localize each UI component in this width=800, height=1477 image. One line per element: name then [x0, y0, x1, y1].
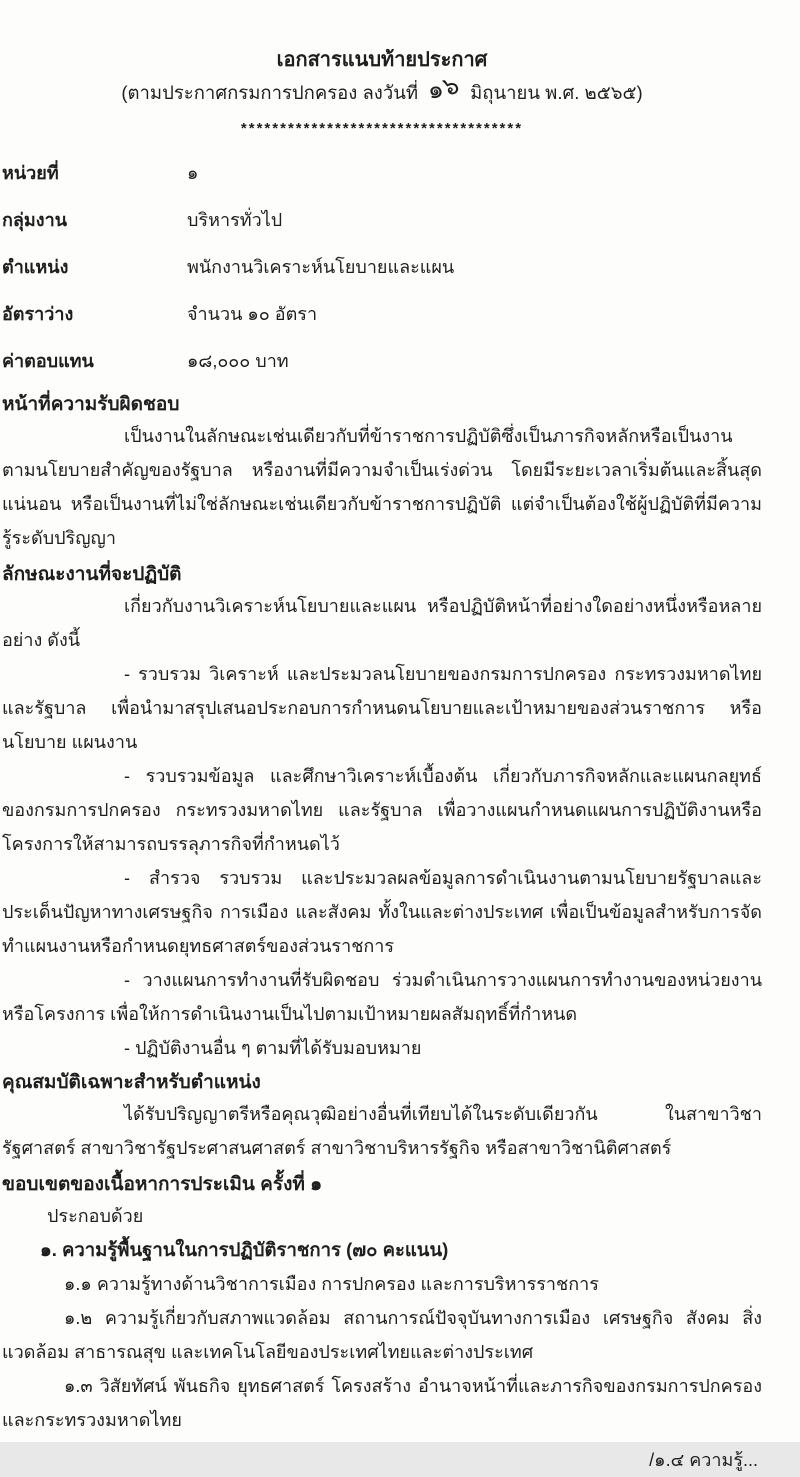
continuation-marker: /๑.๔ ความรู้...	[649, 1450, 758, 1470]
field-label-vacancies: อัตราว่าง	[2, 304, 74, 324]
document-title: เอกสารแนบท้ายประกาศ	[276, 49, 488, 71]
field-row-vacancies	[2, 297, 762, 323]
field-value-unit: ๑	[187, 163, 199, 183]
scope-intro: ประกอบด้วย	[47, 1206, 144, 1226]
field-label-workgroup: กลุ่มงาน	[2, 210, 67, 230]
field-row-position	[2, 250, 762, 276]
scope-topic-1: ๑. ความรู้พื้นฐานในการปฏิบัติราชการ (๗๐ คะแนน)	[40, 1239, 449, 1260]
job-nature-intro: เกี่ยวกับงานวิเคราะห์นโยบายและแผน หรือปฏิบัติหน้าที่อย่างใดอย่างหนึ่งหรือหลายอย่าง ดังนี้	[2, 596, 762, 650]
job-nature-bullet-3: - สำรวจ รวบรวม และประมวลผลข้อมูลการดำเนินงานตามนโยบายรัฐบาลและประเด็นปัญหาทางเศรษฐกิจ การเมือง และสังคม ทั้งในและต่างประเทศ เพื่อเป็นข้อมูลสำหรับการจัดทำแผนงานหรือกำหนดยุทธศาสตร์ของส่วนราชการ	[2, 868, 762, 956]
position-fields	[2, 156, 762, 370]
field-value-salary: ๑๘,๐๐๐ บาท	[187, 351, 289, 371]
field-row-salary	[2, 344, 762, 370]
qualifications-body: ได้รับปริญญาตรีหรือคุณวุฒิอย่างอื่นที่เทียบได้ในระดับเดียวกัน ในสาขาวิชารัฐศาสตร์ สาขาวิชารัฐประศาสนศาสตร์ สาขาวิชาบริหารรัฐกิจ หรือสาขาวิชานิติศาสตร์	[2, 1104, 762, 1158]
scope-heading: ขอบเขตของเนื้อหาการประเมิน ครั้งที่ ๑	[2, 1174, 323, 1195]
document-subtitle	[2, 71, 762, 110]
field-value-vacancies: จำนวน ๑๐ อัตรา	[187, 304, 318, 324]
job-nature-bullet-5: - ปฏิบัติงานอื่น ๆ ตามที่ได้รับมอบหมาย	[124, 1038, 422, 1058]
duties-heading: หน้าที่ความรับผิดชอบ	[2, 394, 180, 415]
handwritten-date: ๑๖	[425, 71, 462, 106]
star-divider: ************************************	[240, 120, 524, 137]
field-value-workgroup: บริหารทั่วไป	[187, 210, 283, 230]
job-nature-bullet-2: - รวบรวมข้อมูล และศึกษาวิเคราะห์เบื้องต้น เกี่ยวกับภารกิจหลักและแผนกลยุทธ์ของกรมการปกครอง กระทรวงมหาดไทย และรัฐบาล เพื่อวางแผนกำหนดแผนการปฏิบัติงานหรือโครงการให้สามารถบรรลุภารกิจที่กำหนดไว้	[2, 766, 762, 854]
subtitle-prefix: (ตามประกาศกรมการปกครอง ลงวันที่	[121, 82, 419, 103]
scope-item-1-1: ๑.๑ ความรู้ทางด้านวิชาการเมือง การปกครอง และการบริหารราชการ	[64, 1274, 599, 1294]
field-row-workgroup	[2, 203, 762, 229]
scope-item-1-2: ๑.๒ ความรู้เกี่ยวกับสภาพแวดล้อม สถานการณ์ปัจจุบันทางการเมือง เศรษฐกิจ สังคม สิ่งแวดล้อม สาธารณสุข และเทคโนโลยีของประเทศไทยและต่างประเทศ	[2, 1308, 762, 1362]
subtitle-suffix: มิถุนายน พ.ศ. ๒๕๖๕)	[470, 82, 643, 103]
field-label-unit: หน่วยที่	[2, 163, 59, 183]
duties-body: เป็นงานในลักษณะเช่นเดียวกับที่ข้าราชการปฏิบัติซึ่งเป็นภารกิจหลักหรือเป็นงานตามนโยบายสำคัญของรัฐบาล หรืองานที่มีความจำเป็นเร่งด่วน โดยมีระยะเวลาเริ่มต้นและสิ้นสุดแน่นอน หรือเป็นงานที่ไม่ใช่ลักษณะเช่นเดียวกับข้าราชการปฏิบัติ แต่จำเป็นต้องใช้ผู้ปฏิบัติที่มีความรู้ระดับปริญญา	[2, 426, 762, 548]
qualifications-heading: คุณสมบัติเฉพาะสำหรับตำแหน่ง	[2, 1072, 261, 1093]
job-nature-bullet-4: - วางแผนการทำงานที่รับผิดชอบ ร่วมดำเนินการวางแผนการทำงานของหน่วยงานหรือโครงการ เพื่อให้การดำเนินงานเป็นไปตามเป้าหมายผลสัมฤทธิ์ที่กำหนด	[2, 970, 762, 1024]
field-row-unit	[2, 156, 762, 182]
job-nature-bullet-1: - รวบรวม วิเคราะห์ และประมวลนโยบายของกรมการปกครอง กระทรวงมหาดไทย และรัฐบาล เพื่อนำมาสรุปเสนอประกอบการกำหนดนโยบายและเป้าหมายของส่วนราชการ หรือนโยบาย แผนงาน	[2, 664, 762, 752]
field-value-position: พนักงานวิเคราะห์นโยบายและแผน	[187, 257, 455, 277]
scope-item-1-3: ๑.๓ วิสัยทัศน์ พันธกิจ ยุทธศาสตร์ โครงสร้าง อำนาจหน้าที่และภารกิจของกรมการปกครองและกระทรวงมหาดไทย	[2, 1376, 762, 1430]
field-label-salary: ค่าตอบแทน	[2, 351, 94, 371]
field-label-position: ตำแหน่ง	[2, 257, 69, 277]
job-nature-heading: ลักษณะงานที่จะปฏิบัติ	[2, 564, 182, 585]
